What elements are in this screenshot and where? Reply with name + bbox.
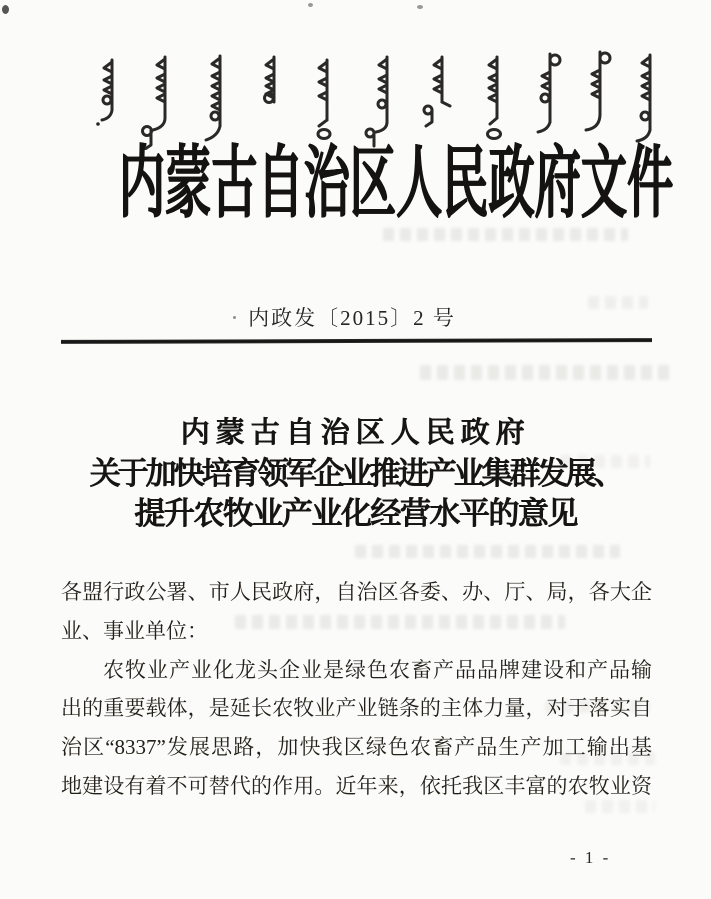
mongolian-script-banner-icon xyxy=(90,48,665,150)
mongolian-glyph-column xyxy=(206,56,220,140)
mongolian-glyph-column xyxy=(424,57,450,126)
mongolian-glyph-column xyxy=(265,57,275,103)
document-title-line: 提升农牧业产业化经营水平的意见 xyxy=(134,496,577,531)
mongolian-glyph-column xyxy=(366,57,387,146)
ink-bleed-artifact xyxy=(355,545,620,558)
body-line-salutation: 业、事业单位： xyxy=(61,618,208,643)
body-line-paragraph: 地建设有着不可替代的作用。近年来，依托我区丰富的农牧业资 xyxy=(61,773,652,798)
separator-rule xyxy=(61,338,652,344)
document-title xyxy=(0,413,711,535)
body-line-paragraph: 农牧业产业化龙头企业是绿色农畜产品品牌建设和产品输 xyxy=(103,657,652,682)
masthead-title: 内蒙古自治区人民政府文件 xyxy=(118,140,674,228)
mongolian-glyph-column xyxy=(488,57,501,139)
mongolian-glyph-column xyxy=(96,60,112,126)
body-line-paragraph: 治区“8337”发展思路，加快我区绿色农畜产品生产加工输出基 xyxy=(61,735,652,759)
scan-speck-artifact xyxy=(308,3,313,7)
body-line-paragraph: 出的重要载体，是延长农牧业产业链条的主体力量，对于落实自 xyxy=(61,696,652,721)
document-title-line: 关于加快培育领军企业推进产业集群发展、 xyxy=(89,455,622,491)
mongolian-glyph-column xyxy=(143,57,166,149)
mongolian-glyph-column xyxy=(318,60,330,139)
scan-speck-artifact xyxy=(2,5,9,14)
ink-bleed-artifact xyxy=(420,365,675,380)
ink-bleed-artifact xyxy=(383,228,628,241)
scan-speck-artifact xyxy=(417,5,423,9)
document-title-line: 内蒙古自治区人民政府 xyxy=(180,417,531,449)
mongolian-glyph-column xyxy=(586,52,610,130)
body-line-salutation: 各盟行政公署、市人民政府，自治区各委、办、厅、局，各大企 xyxy=(61,580,652,604)
masthead xyxy=(0,140,711,228)
document-body xyxy=(61,573,652,806)
document-number: 内政发〔2015〕2 号 xyxy=(248,306,456,330)
page-number: - 1 - xyxy=(570,848,611,867)
mongolian-glyph-column xyxy=(538,54,560,132)
mongolian-glyph-column xyxy=(637,55,650,141)
